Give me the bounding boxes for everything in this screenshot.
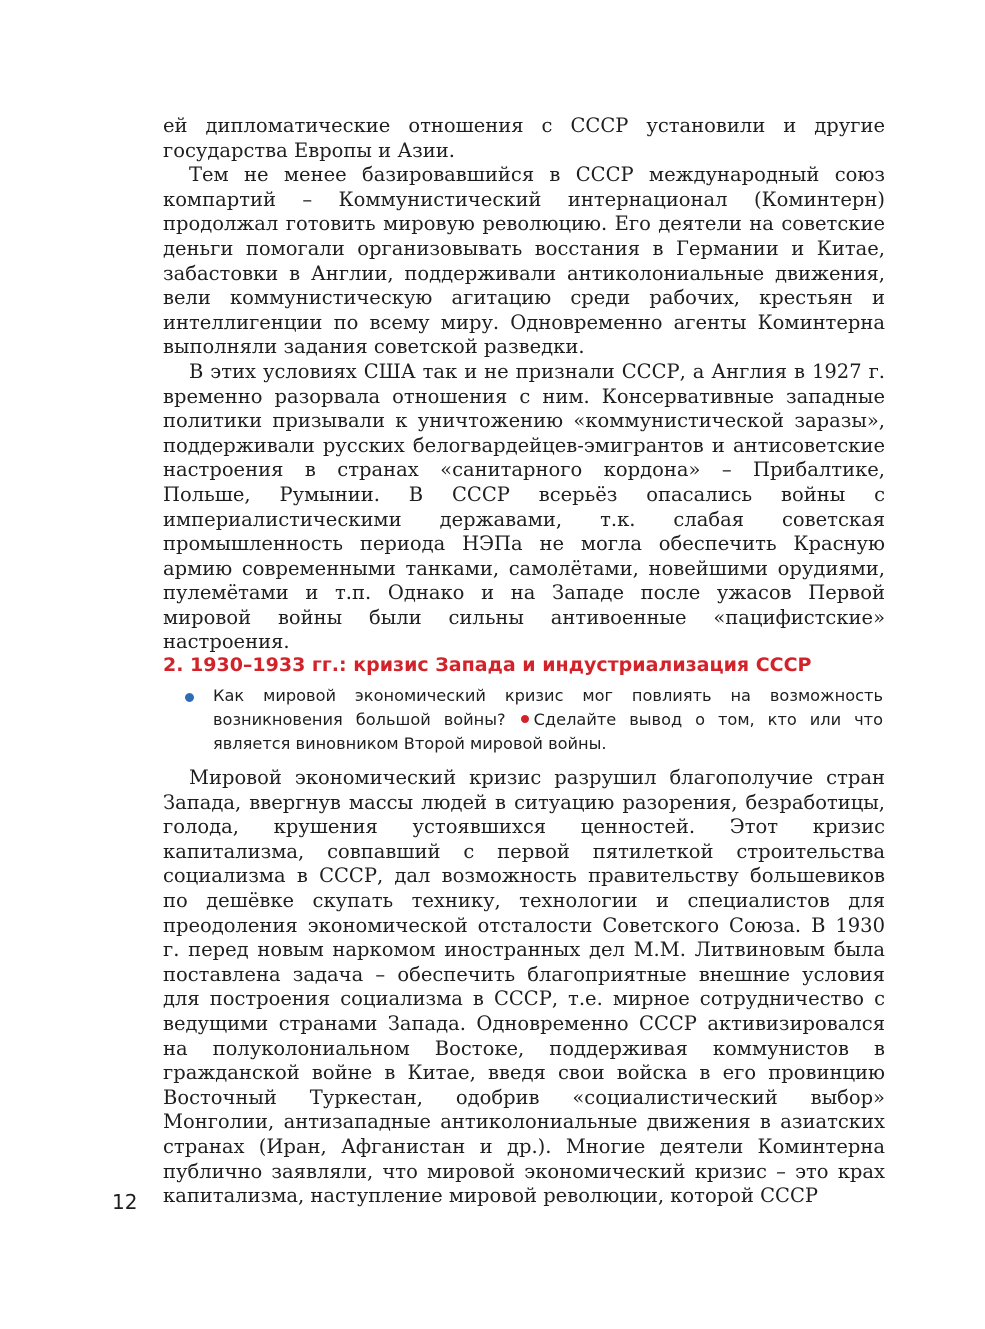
page-number: 12 xyxy=(112,1190,138,1214)
question-1: Как мировой экономический кризис мог повлиять на возможность возникновения большой войны? xyxy=(213,686,883,729)
paragraph-comintern: Тем не менее базировавшийся в СССР международный союз компартий – Коммунистический интернационал (Коминтерн) продолжал готовить мировую революцию. Его деятели на советские деньги помогали организовывать восстания в Германии и Китае, забастовки в Англии, поддерживали антиколониальные движения, вели коммунистическую агитацию среди рабочих, крестьян и интеллигенции по всему миру. Одновременно агенты Коминтерна выполняли задания советской разведки. xyxy=(163,163,885,359)
question-2: Сделайте вывод о том, кто или что является виновником Второй мировой войны. xyxy=(213,710,883,753)
body-text-top xyxy=(163,114,885,655)
section-heading: 2. 1930–1933 гг.: кризис Запада и индустриализация СССР xyxy=(163,654,812,676)
paragraph-crisis: Мировой экономический кризис разрушил благополучие стран Запада, ввергнув массы людей в ситуацию разорения, безработицы, голода, крушения устоявшихся ценностей. Этот кризис капитализма, совпавший с первой пятилеткой строительства социализма в СССР, дал возможность правительству большевиков по дешёвке скупать технику, технологии и специалистов для преодоления экономической отсталости Советского Союза. В 1930 г. перед новым наркомом иностранных дел М.М. Литвиновым была поставлена задача – обеспечить благоприятные внешние условия для построения социализма в СССР, т.е. мирное сотрудничество с ведущими странами Запада. Одновременно СССР активизировался на полуколониальном Востоке, поддерживая коммунистов в гражданской войне в Китае, введя свои войска в его провинцию Восточный Туркестан, одобрив «социалистический выбор» Монголии, антизападные антиколониальные движения в азиатских странах (Иран, Афганистан и др.). Многие деятели Коминтерна публично заявляли, что мировой экономический кризис – это крах капитализма, наступление мировой революции, которой СССР xyxy=(163,766,885,1208)
section-questions xyxy=(213,684,883,756)
body-text-bottom xyxy=(163,766,885,1209)
paragraph-continuation: ей дипломатические отношения с СССР установили и другие государства Европы и Азии. xyxy=(163,114,885,162)
question-bullet-icon xyxy=(185,693,194,702)
question-bullet-red-icon xyxy=(521,715,529,723)
paragraph-relations: В этих условиях США так и не признали СССР, а Англия в 1927 г. временно разорвала отношения с ним. Консервативные западные политики призывали к уничтожению «коммунистической заразы», поддерживали русских белогвардейцев-эмигрантов и антисоветские настроения в странах «санитарного кордона» – Прибалтике, Польше, Румынии. В СССР всерьёз опасались войны с империалистическими державами, т.к. слабая советская промышленность периода НЭПа не могла обеспечить Красную армию современными танками, самолётами, новейшими орудиями, пулемётами и т.п. Однако и на Западе после ужасов Первой мировой войны были сильны антивоенные «пацифистские» настроения. xyxy=(163,359,885,654)
